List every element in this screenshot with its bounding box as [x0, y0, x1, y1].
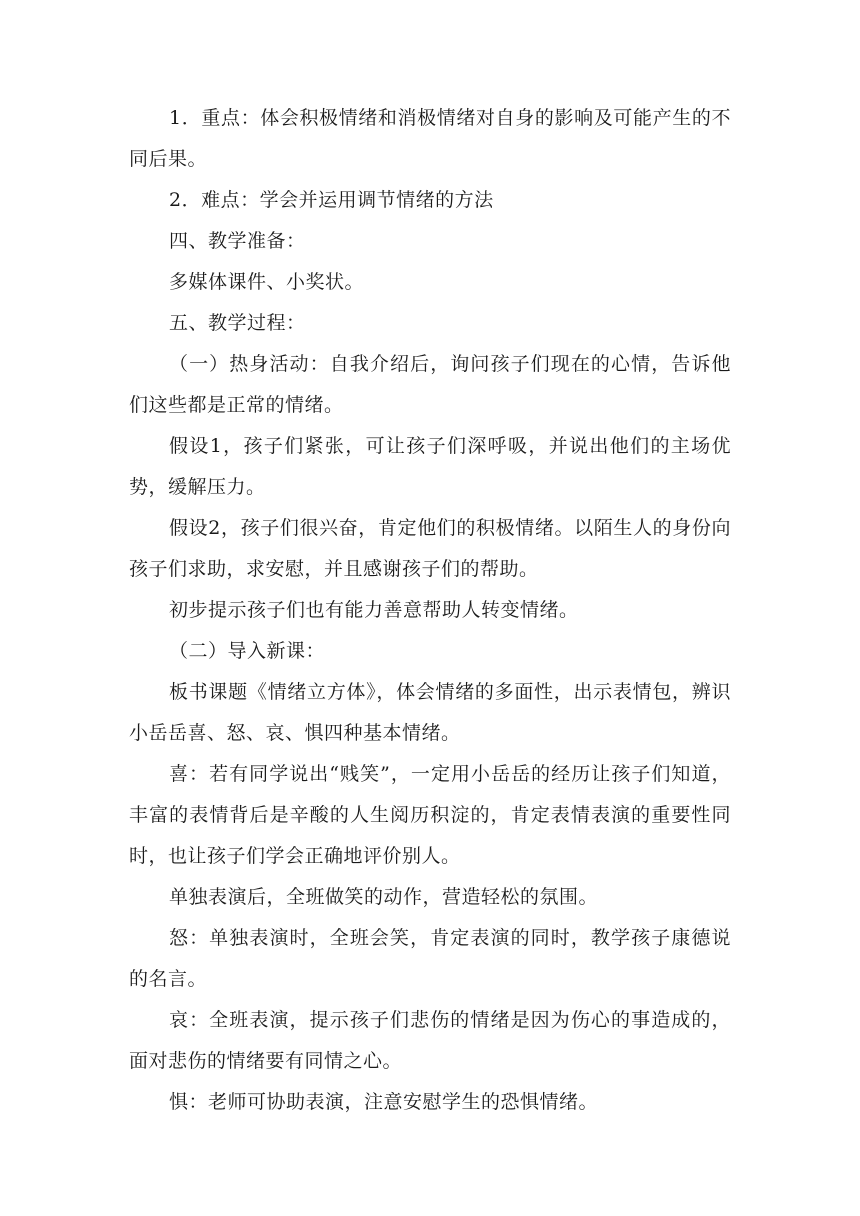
paragraph-initial-hint: 初步提示孩子们也有能力善意帮助人转变情绪。 — [169, 599, 579, 621]
paragraph-board-title: 板书课题《情绪立方体》，体会情绪的多面性，出示表情包，辨识小岳岳喜、怒、哀、惧四种基本情绪。 — [129, 681, 731, 744]
paragraph-materials: 多媒体课件、小奖状。 — [169, 271, 365, 293]
paragraph-joy: 喜：若有同学说出“贱笑”，一定用小岳岳的经历让孩子们知道，丰富的表情背后是辛酸的人生阅历积淀的，肯定表情表演的重要性同时，也让孩子们学会正确地评价别人。 — [129, 763, 731, 867]
heading-new-lesson: （二）导入新课： — [169, 640, 326, 662]
paragraph-sorrow: 哀：全班表演，提示孩子们悲伤的情绪是因为伤心的事造成的，面对悲伤的情绪要有同情之心。 — [129, 1009, 731, 1072]
paragraph-solo-performance: 单独表演后，全班做笑的动作，营造轻松的氛围。 — [169, 886, 599, 908]
heading-teaching-preparation: 四、教学准备： — [169, 230, 306, 252]
paragraph-key-point: 1．重点：体会积极情绪和消极情绪对自身的影响及可能产生的不同后果。 — [129, 107, 731, 170]
paragraph-difficult-point: 2．难点：学会并运用调节情绪的方法 — [169, 189, 494, 211]
heading-teaching-process: 五、教学过程： — [169, 312, 306, 334]
paragraph-anger: 怒：单独表演时，全班会笑，肯定表演的同时，教学孩子康德说的名言。 — [129, 927, 731, 990]
document-body — [129, 98, 731, 1123]
paragraph-hypothesis-2: 假设2，孩子们很兴奋，肯定他们的积极情绪。以陌生人的身份向孩子们求助，求安慰，并且感谢孩子们的帮助。 — [129, 517, 731, 580]
paragraph-fear: 惧：老师可协助表演，注意安慰学生的恐惧情绪。 — [169, 1091, 599, 1113]
paragraph-hypothesis-1: 假设1，孩子们紧张，可让孩子们深呼吸，并说出他们的主场优势，缓解压力。 — [129, 435, 731, 498]
paragraph-warm-up: （一）热身活动：自我介绍后，询问孩子们现在的心情，告诉他们这些都是正常的情绪。 — [129, 353, 731, 416]
